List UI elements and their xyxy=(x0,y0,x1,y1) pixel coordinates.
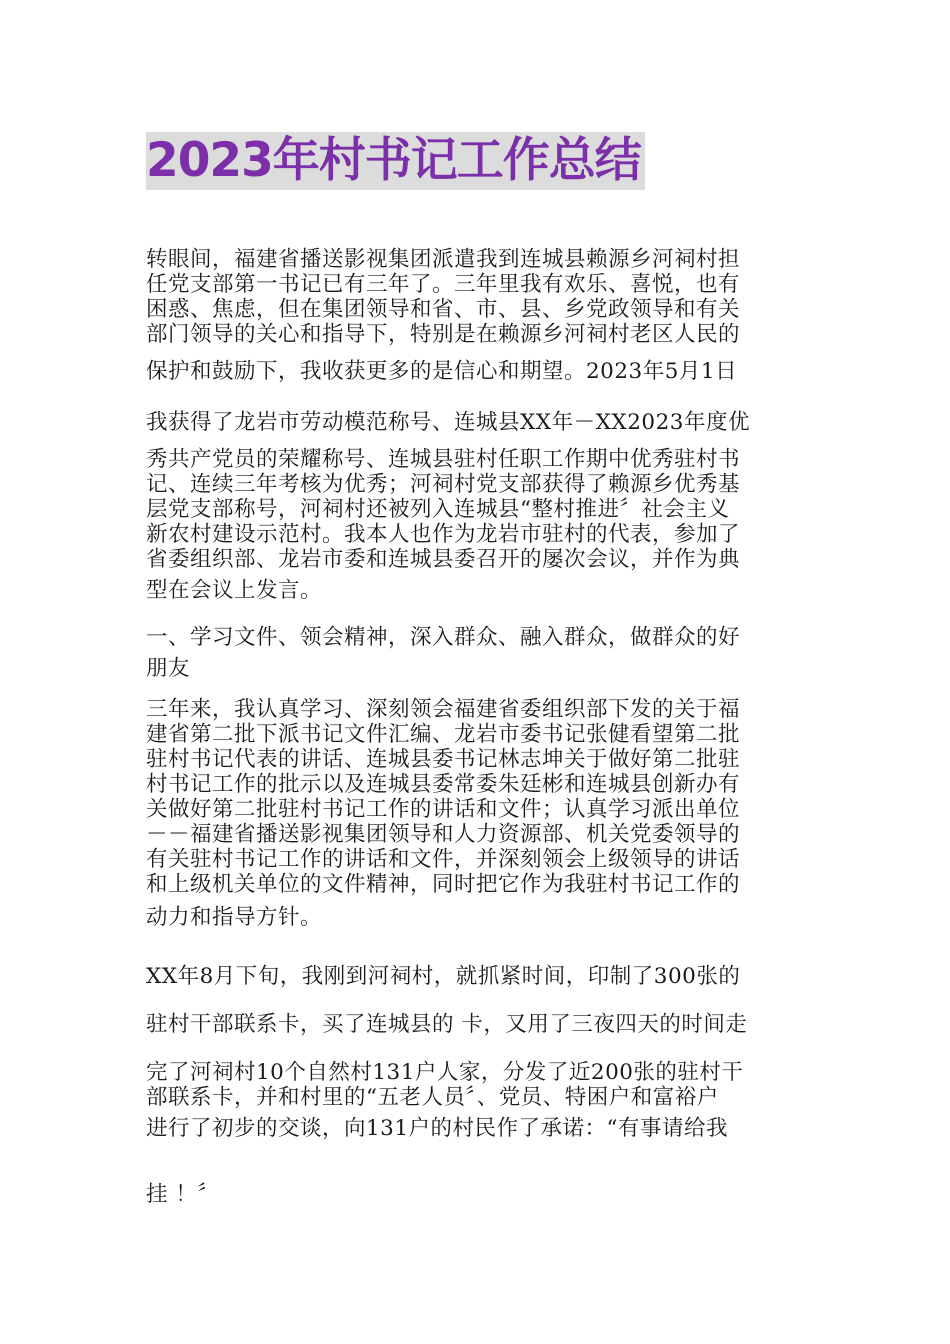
text-line: XX年8月下旬，我刚到河祠村，就抓紧时间，印制了300张的 xyxy=(146,964,741,989)
text-line: 有关驻村书记工作的讲话和文件，并深刻领会上级领导的讲话 xyxy=(146,847,741,872)
text-line: 驻村书记代表的讲话、连城县委书记林志坤关于做好第二批驻 xyxy=(146,747,741,772)
text-line: 我获得了龙岩市劳动模范称号、连城县XX年－XX2023年度优 xyxy=(146,410,750,435)
text-line: 完了河祠村10个自然村131户人家，分发了近200张的驻村干 xyxy=(146,1060,744,1085)
text-line: 记、连续三年考核为优秀；河祠村党支部获得了赖源乡优秀基 xyxy=(146,472,741,497)
text-line: 动力和指导方针。 xyxy=(146,905,323,930)
text-line: 层党支部称号，河祠村还被列入连城县“整村推进〞社会主义 xyxy=(146,497,730,522)
text-line: 进行了初步的交谈，向131户的村民作了承诺：“有事请给我 xyxy=(146,1116,729,1141)
text-line: 困惑、焦虑，但在集团领导和省、市、县、乡党政领导和有关 xyxy=(146,297,741,322)
text-line: 秀共产党员的荣耀称号、连城县驻村任职工作期中优秀驻村书 xyxy=(146,447,741,472)
text-line: －－福建省播送影视集团领导和人力资源部、机关党委领导的 xyxy=(146,822,741,847)
text-line: 驻村干部联系卡，买了连城县的 卡，又用了三夜四天的时间走 xyxy=(146,1012,748,1037)
text-line: 三年来，我认真学习、深刻领会福建省委组织部下发的关于福 xyxy=(146,697,741,722)
text-line: 一、学习文件、领会精神，深入群众、融入群众，做群众的好 xyxy=(146,625,741,650)
paragraph-3 xyxy=(146,697,806,930)
text-line: 关做好第二批驻村书记工作的讲话和文件；认真学习派出单位 xyxy=(146,797,741,822)
section-heading-1 xyxy=(146,622,806,684)
paragraph-4-end xyxy=(146,1166,806,1207)
text-line: 朋友 xyxy=(146,656,191,681)
text-line: 村书记工作的批示以及连城县委常委朱廷彬和连城县创新办有 xyxy=(146,772,741,797)
paragraph-2 xyxy=(146,410,806,603)
text-line: 任党支部第一书记已有三年了。三年里我有欢乐、喜悦，也有 xyxy=(146,272,741,297)
text-line: 省委组织部、龙岩市委和连城县委召开的屡次会议，并作为典 xyxy=(146,547,741,572)
text-line: 新农村建设示范村。我本人也作为龙岩市驻村的代表，参加了 xyxy=(146,522,741,547)
text-line: 部门领导的关心和指导下，特别是在赖源乡河祠村老区人民的 xyxy=(146,322,741,347)
text-line: 保护和鼓励下，我收获更多的是信心和期望。2023年5月1日 xyxy=(146,359,738,384)
paragraph-1 xyxy=(146,247,806,384)
text-line: 转眼间，福建省播送影视集团派遣我到连城县赖源乡河祠村担 xyxy=(146,247,741,272)
text-line: 和上级机关单位的文件精神，同时把它作为我驻村书记工作的 xyxy=(146,872,741,897)
paragraph-4-continued xyxy=(146,1068,806,1141)
text-line: 型在会议上发言。 xyxy=(146,578,323,603)
text-line: 建省第二批下派书记文件汇编、龙岩市委书记张健看望第二批 xyxy=(146,722,741,747)
page-title: 2023年村书记工作总结 xyxy=(146,132,645,190)
text-line: 部联系卡，并和村里的“五老人员〞、党员、特困户和富裕户 xyxy=(146,1085,719,1110)
text-line: 挂 ！〞 xyxy=(146,1182,220,1207)
